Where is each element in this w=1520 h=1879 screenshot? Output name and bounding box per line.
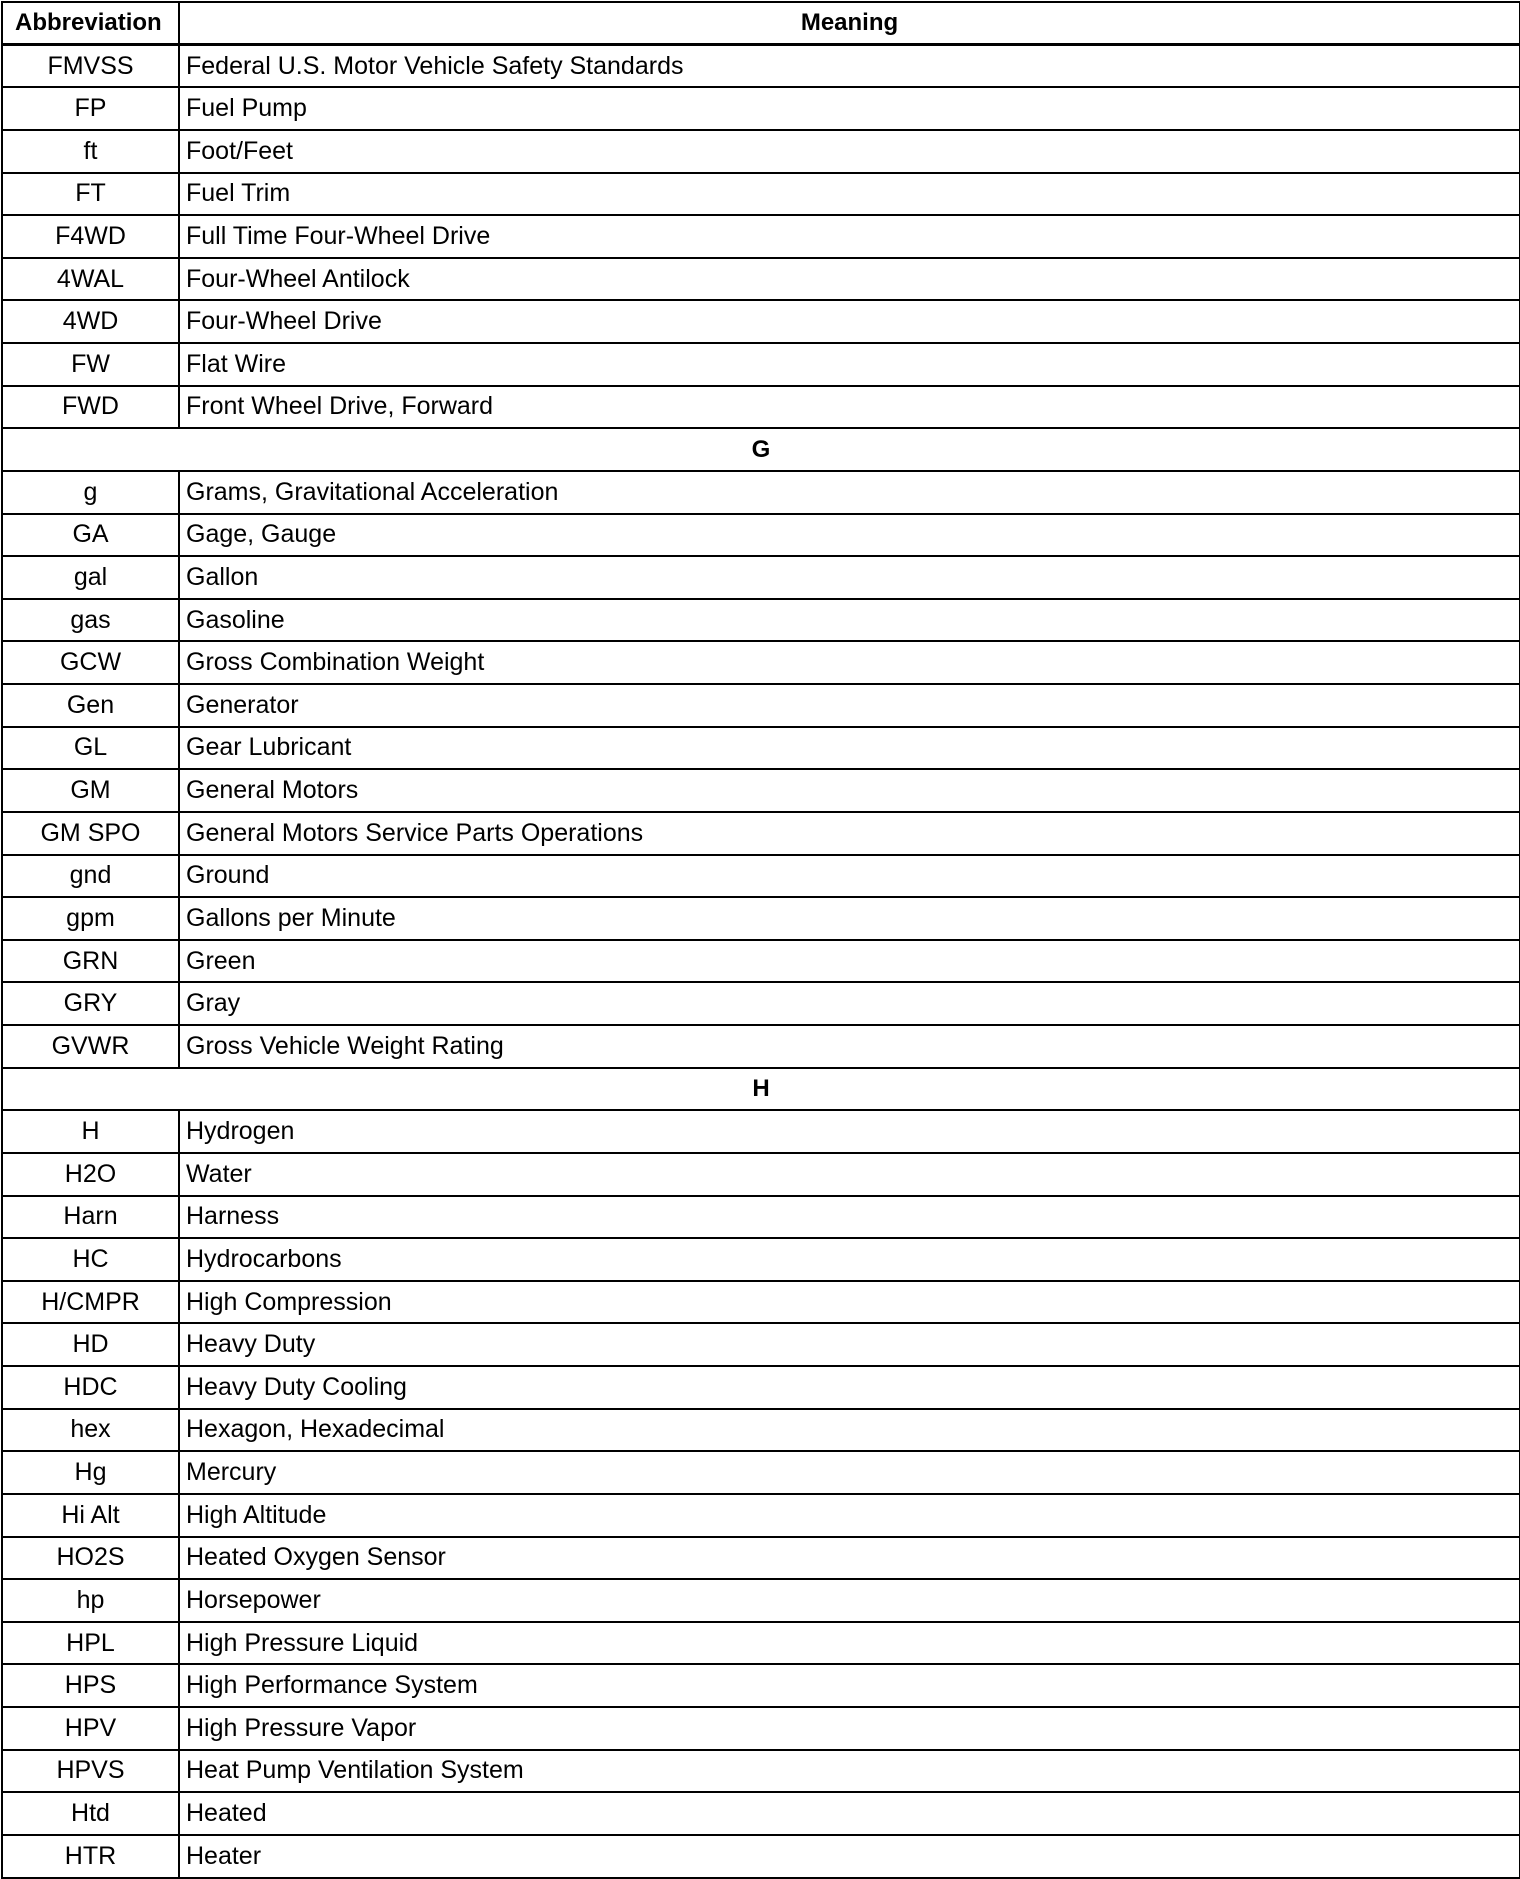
abbreviation-cell: Hi Alt bbox=[2, 1494, 179, 1537]
section-row bbox=[2, 428, 1520, 471]
meaning-cell: High Pressure Liquid bbox=[179, 1622, 1520, 1665]
meaning-cell: High Performance System bbox=[179, 1664, 1520, 1707]
table-row bbox=[2, 727, 1520, 770]
table-row bbox=[2, 855, 1520, 898]
abbreviation-cell: F4WD bbox=[2, 215, 179, 258]
table-row bbox=[2, 684, 1520, 727]
table-row bbox=[2, 599, 1520, 642]
meaning-cell: Flat Wire bbox=[179, 343, 1520, 386]
meaning-cell: Hydrogen bbox=[179, 1110, 1520, 1153]
meaning-cell: Mercury bbox=[179, 1451, 1520, 1494]
abbreviation-cell: FWD bbox=[2, 386, 179, 429]
meaning-cell: High Pressure Vapor bbox=[179, 1707, 1520, 1750]
abbreviation-cell: gas bbox=[2, 599, 179, 642]
abbreviation-table bbox=[1, 1, 1520, 1879]
table-row bbox=[2, 1579, 1520, 1622]
table-row bbox=[2, 1323, 1520, 1366]
meaning-cell: Gear Lubricant bbox=[179, 727, 1520, 770]
abbreviation-cell: HPV bbox=[2, 1707, 179, 1750]
table-row bbox=[2, 1750, 1520, 1793]
abbreviation-cell: ft bbox=[2, 130, 179, 173]
meaning-cell: Heavy Duty bbox=[179, 1323, 1520, 1366]
abbreviation-cell: GA bbox=[2, 514, 179, 557]
meaning-cell: Heat Pump Ventilation System bbox=[179, 1750, 1520, 1793]
meaning-cell: Heater bbox=[179, 1835, 1520, 1878]
table-row bbox=[2, 300, 1520, 343]
abbreviation-cell: HD bbox=[2, 1323, 179, 1366]
meaning-cell: High Compression bbox=[179, 1281, 1520, 1324]
table-row bbox=[2, 1153, 1520, 1196]
meaning-cell: Fuel Trim bbox=[179, 173, 1520, 216]
abbreviation-cell: FW bbox=[2, 343, 179, 386]
abbreviation-cell: gpm bbox=[2, 897, 179, 940]
meaning-cell: Gross Combination Weight bbox=[179, 641, 1520, 684]
meaning-cell: Gallons per Minute bbox=[179, 897, 1520, 940]
abbreviation-cell: Htd bbox=[2, 1792, 179, 1835]
table-row bbox=[2, 1409, 1520, 1452]
abbreviation-column-header: Abbreviation bbox=[2, 2, 179, 45]
abbreviation-cell: HO2S bbox=[2, 1537, 179, 1580]
table-row bbox=[2, 1110, 1520, 1153]
section-heading: G bbox=[2, 428, 1520, 471]
table-row bbox=[2, 215, 1520, 258]
table-row bbox=[2, 471, 1520, 514]
abbreviation-cell: FT bbox=[2, 173, 179, 216]
abbreviation-cell: 4WD bbox=[2, 300, 179, 343]
abbreviation-cell: FMVSS bbox=[2, 45, 179, 88]
table-row bbox=[2, 45, 1520, 88]
table-row bbox=[2, 1792, 1520, 1835]
table-row bbox=[2, 514, 1520, 557]
meaning-cell: Four-Wheel Drive bbox=[179, 300, 1520, 343]
abbreviation-cell: Harn bbox=[2, 1196, 179, 1239]
meaning-cell: Gage, Gauge bbox=[179, 514, 1520, 557]
meaning-cell: Water bbox=[179, 1153, 1520, 1196]
meaning-column-header: Meaning bbox=[179, 2, 1520, 45]
table-row bbox=[2, 1664, 1520, 1707]
meaning-cell: General Motors bbox=[179, 769, 1520, 812]
table-row bbox=[2, 897, 1520, 940]
table-row bbox=[2, 556, 1520, 599]
table-row bbox=[2, 1366, 1520, 1409]
meaning-cell: Four-Wheel Antilock bbox=[179, 258, 1520, 301]
abbreviation-cell: g bbox=[2, 471, 179, 514]
table-row bbox=[2, 87, 1520, 130]
meaning-cell: Heated bbox=[179, 1792, 1520, 1835]
abbreviation-cell: H2O bbox=[2, 1153, 179, 1196]
abbreviation-cell: 4WAL bbox=[2, 258, 179, 301]
meaning-cell: Heated Oxygen Sensor bbox=[179, 1537, 1520, 1580]
meaning-cell: Ground bbox=[179, 855, 1520, 898]
abbreviation-cell: GVWR bbox=[2, 1025, 179, 1068]
table-row bbox=[2, 1196, 1520, 1239]
section-heading: H bbox=[2, 1068, 1520, 1111]
meaning-cell: Fuel Pump bbox=[179, 87, 1520, 130]
abbreviation-cell: HC bbox=[2, 1238, 179, 1281]
meaning-cell: Harness bbox=[179, 1196, 1520, 1239]
table-row bbox=[2, 343, 1520, 386]
abbreviation-cell: H bbox=[2, 1110, 179, 1153]
abbreviation-cell: HPS bbox=[2, 1664, 179, 1707]
table-row bbox=[2, 1537, 1520, 1580]
table-row bbox=[2, 1025, 1520, 1068]
abbreviation-cell: gal bbox=[2, 556, 179, 599]
table-row bbox=[2, 769, 1520, 812]
meaning-cell: Gasoline bbox=[179, 599, 1520, 642]
meaning-cell: Generator bbox=[179, 684, 1520, 727]
abbreviation-cell: FP bbox=[2, 87, 179, 130]
meaning-cell: Foot/Feet bbox=[179, 130, 1520, 173]
meaning-cell: High Altitude bbox=[179, 1494, 1520, 1537]
abbreviation-cell: GCW bbox=[2, 641, 179, 684]
abbreviation-cell: GM bbox=[2, 769, 179, 812]
abbreviation-cell: HDC bbox=[2, 1366, 179, 1409]
abbreviation-cell: Gen bbox=[2, 684, 179, 727]
abbreviation-cell: gnd bbox=[2, 855, 179, 898]
meaning-cell: Gallon bbox=[179, 556, 1520, 599]
table-row bbox=[2, 1451, 1520, 1494]
abbreviation-cell: GRN bbox=[2, 940, 179, 983]
abbreviation-cell: hex bbox=[2, 1409, 179, 1452]
abbreviation-cell: GRY bbox=[2, 982, 179, 1025]
meaning-cell: Gray bbox=[179, 982, 1520, 1025]
meaning-cell: Full Time Four-Wheel Drive bbox=[179, 215, 1520, 258]
table-row bbox=[2, 258, 1520, 301]
table-row bbox=[2, 1494, 1520, 1537]
meaning-cell: Heavy Duty Cooling bbox=[179, 1366, 1520, 1409]
abbreviation-cell: H/CMPR bbox=[2, 1281, 179, 1324]
meaning-cell: Green bbox=[179, 940, 1520, 983]
abbreviation-cell: HPL bbox=[2, 1622, 179, 1665]
table-row bbox=[2, 173, 1520, 216]
meaning-cell: Horsepower bbox=[179, 1579, 1520, 1622]
abbreviation-cell: hp bbox=[2, 1579, 179, 1622]
table-row bbox=[2, 812, 1520, 855]
table-row bbox=[2, 982, 1520, 1025]
table-row bbox=[2, 641, 1520, 684]
abbreviation-cell: GM SPO bbox=[2, 812, 179, 855]
table-row bbox=[2, 1707, 1520, 1750]
table-row bbox=[2, 940, 1520, 983]
abbreviation-cell: HPVS bbox=[2, 1750, 179, 1793]
section-row bbox=[2, 1068, 1520, 1111]
table-row bbox=[2, 130, 1520, 173]
table-row bbox=[2, 1622, 1520, 1665]
meaning-cell: General Motors Service Parts Operations bbox=[179, 812, 1520, 855]
meaning-cell: Hexagon, Hexadecimal bbox=[179, 1409, 1520, 1452]
meaning-cell: Grams, Gravitational Acceleration bbox=[179, 471, 1520, 514]
meaning-cell: Federal U.S. Motor Vehicle Safety Standards bbox=[179, 45, 1520, 88]
table-row bbox=[2, 1835, 1520, 1878]
abbreviation-cell: HTR bbox=[2, 1835, 179, 1878]
meaning-cell: Hydrocarbons bbox=[179, 1238, 1520, 1281]
table-row bbox=[2, 1281, 1520, 1324]
header-row bbox=[2, 2, 1520, 45]
meaning-cell: Front Wheel Drive, Forward bbox=[179, 386, 1520, 429]
table-row bbox=[2, 386, 1520, 429]
meaning-cell: Gross Vehicle Weight Rating bbox=[179, 1025, 1520, 1068]
abbreviation-cell: Hg bbox=[2, 1451, 179, 1494]
table-row bbox=[2, 1238, 1520, 1281]
table-body bbox=[2, 45, 1520, 1878]
abbreviation-cell: GL bbox=[2, 727, 179, 770]
